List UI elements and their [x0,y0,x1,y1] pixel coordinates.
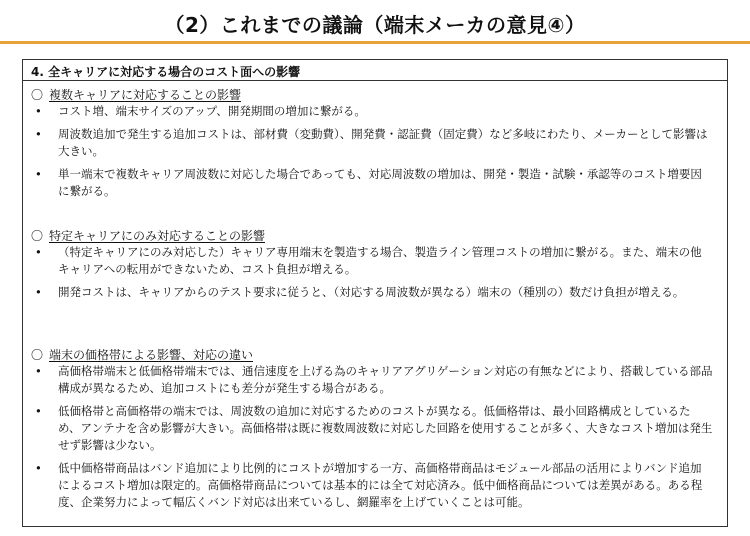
list-item [23,284,727,301]
page-title: （2）これまでの議論（端末メーカの意見④） [164,13,586,37]
circle-marker: 〇 [31,229,44,243]
content-box [22,59,728,527]
section-multi-carrier [23,85,727,206]
section-specific-carrier [23,226,727,307]
list-item-text: 低価格帯と高価格帯の端末では、周波数の追加に対応するためのコストが異なる。低価格帯は、最小回路構成としているため、アンテナを含め影響が大きい。高価格帯は既に複数周波数に対応した回路を使用することが多く、大きなコスト増加は発生せず影響は少ない。 [58,404,713,452]
circle-marker: 〇 [31,88,44,102]
section-title-label: 端末の価格帯による影響、対応の違い [49,348,254,362]
list-item-text: 高価格帯端末と低価格帯端末では、通信速度を上げる為のキャリアアグリゲーション対応の有無などにより、搭載している部品構成が異なるため、追加コストにも差分が発生する場合がある。 [58,364,713,395]
bullet-marker: • [35,404,42,418]
list-item-text: 低中価格帯商品はバンド追加により比例的にコストが増加する一方、高価格帯商品はモジュール部品の活用によりバンド追加によるコスト増加は限定的。高価格帯商品については基本的には全て対応済み。低中価格商品については差異がある。ある程度、企業努力によって幅広くバンド対応は出来ているし、網羅率を上げていくことは可能。 [58,461,703,509]
bullet-marker: • [35,104,42,118]
list-item-text: 開発コストは、キャリアからのテスト要求に従うと、（対応する周波数が異なる）端末の（種別の）数だけ負担が増える。 [58,285,685,299]
list-item-text: （特定キャリアにのみ対応した）キャリア専用端末を製造する場合、製造ライン管理コストの増加に繋がる。また、端末の他キャリアへの転用ができないため、コスト負担が増える。 [58,245,702,276]
section-title [23,345,727,363]
list-item [23,166,727,200]
bullet-marker: • [35,167,42,181]
section-price-range [23,345,727,517]
list-item-text: 周波数追加で発生する追加コストは、部材費（変動費）、開発費・認証費（固定費）など多岐にわたり、メーカーとして影響は大きい。 [58,127,708,158]
list-item [23,244,727,278]
list-item-text: コスト増、端末サイズのアップ、開発期間の増加に繋がる。 [58,104,366,118]
list-item [23,403,727,454]
bullet-marker: • [35,245,42,259]
list-item [23,363,727,397]
bullet-marker: • [35,461,42,475]
bullet-marker: • [35,127,42,141]
list-item [23,103,727,120]
list-item [23,460,727,511]
box-heading: 4. 全キャリアに対応する場合のコスト面への影響 [23,60,727,81]
section-title [23,85,727,103]
circle-marker: 〇 [31,348,44,362]
title-bar [0,0,750,44]
bullet-marker: • [35,364,42,378]
list-item-text: 単一端末で複数キャリア周波数に対応した場合であっても、対応周波数の増加は、開発・製造・試験・承認等のコスト増要因に繋がる。 [58,167,702,198]
section-title-label: 複数キャリアに対応することの影響 [49,88,242,102]
title-underline [0,41,750,44]
section-title-label: 特定キャリアにのみ対応することの影響 [49,229,266,243]
section-title [23,226,727,244]
bullet-marker: • [35,285,42,299]
list-item [23,126,727,160]
